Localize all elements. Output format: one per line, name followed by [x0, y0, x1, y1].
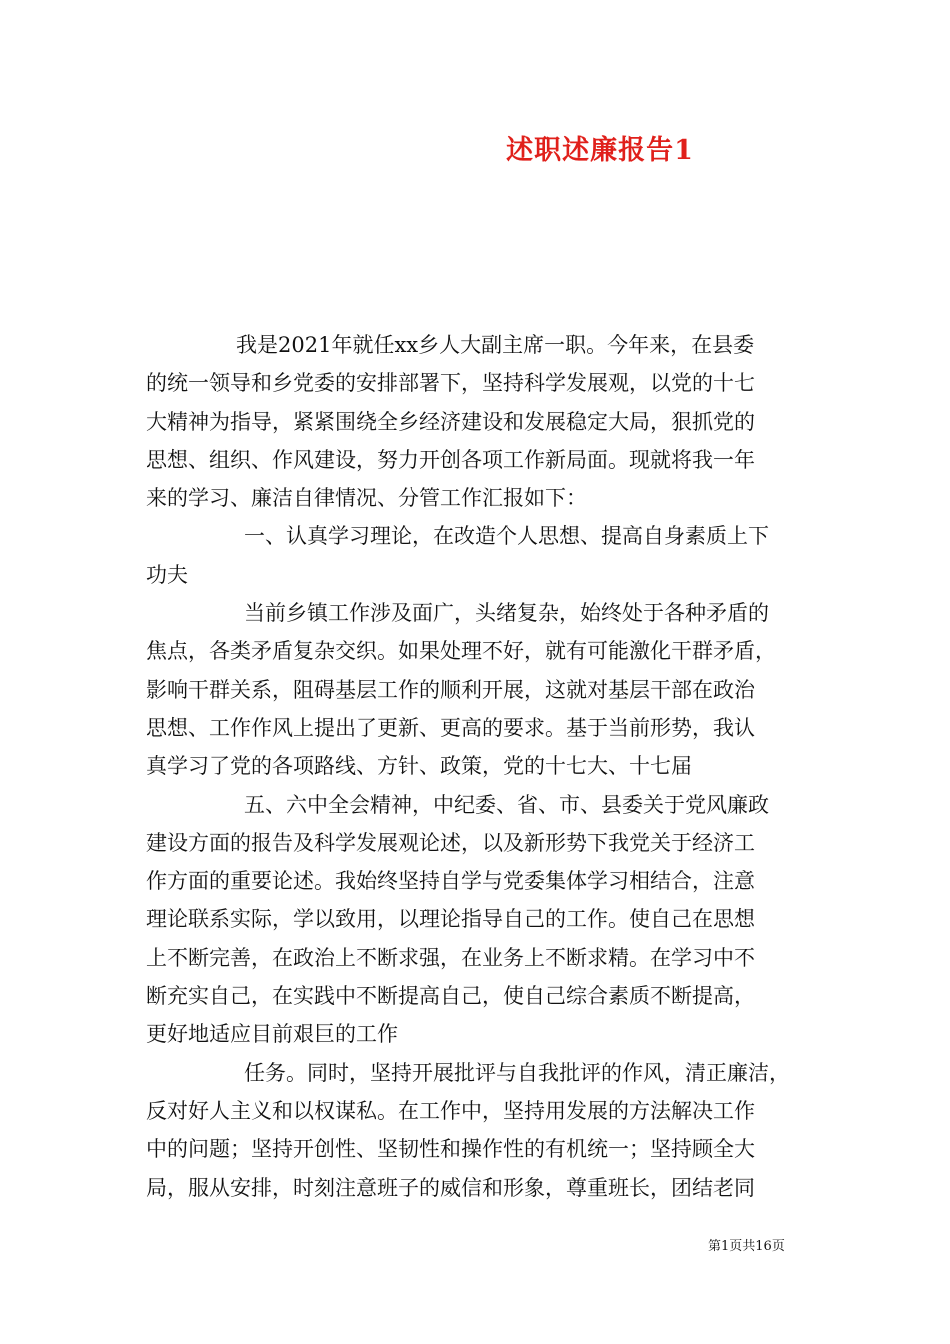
paragraph-line: 任务。同时，坚持开展批评与自我批评的作风，清正廉洁，: [244, 1060, 790, 1085]
paragraph-line: 中的问题；坚持开创性、坚韧性和操作性的有机统一；坚持顾全大: [146, 1137, 755, 1162]
section-heading-line: 功夫: [146, 562, 188, 587]
paragraph-line: 影响干群关系，阻碍基层工作的顺利开展，这就对基层干部在政治: [146, 677, 755, 702]
document-body: [146, 326, 810, 1207]
paragraph-line: 真学习了党的各项路线、方针、政策，党的十七大、十七届: [146, 754, 692, 779]
paragraph-line: 思想、组织、作风建设，努力开创各项工作新局面。现就将我一年: [146, 447, 755, 472]
paragraph-line: 建设方面的报告及科学发展观论述，以及新形势下我党关于经济工: [146, 830, 755, 855]
paragraph-line: 更好地适应目前艰巨的工作: [146, 1022, 398, 1047]
paragraph-line: 焦点，各类矛盾复杂交织。如果处理不好，就有可能激化干群矛盾，: [146, 639, 776, 664]
paragraph-line: 当前乡镇工作涉及面广，头绪复杂，始终处于各种矛盾的: [244, 601, 769, 626]
paragraph-line: 思想、工作作风上提出了更新、更高的要求。基于当前形势，我认: [146, 715, 755, 740]
section-heading-line: 一、认真学习理论，在改造个人思想、提高自身素质上下: [244, 524, 769, 549]
paragraph-line: 断充实自己，在实践中不断提高自己，使自己综合素质不断提高，: [146, 984, 755, 1009]
paragraph-line: 局，服从安排，时刻注意班子的威信和形象，尊重班长，团结老同: [146, 1175, 755, 1200]
paragraph-line: 反对好人主义和以权谋私。在工作中，坚持用发展的方法解决工作: [146, 1098, 755, 1123]
paragraph-line: 五、六中全会精神，中纪委、省、市、县委关于党风廉政: [244, 792, 769, 817]
paragraph-line: 上不断完善，在政治上不断求强，在业务上不断求精。在学习中不: [146, 945, 755, 970]
paragraph-line: 作方面的重要论述。我始终坚持自学与党委集体学习相结合，注意: [146, 869, 755, 894]
paragraph-line: 来的学习、廉洁自律情况、分管工作汇报如下：: [146, 486, 587, 511]
paragraph-line: 的统一领导和乡党委的安排部署下，坚持科学发展观，以党的十七: [146, 371, 755, 396]
page-number-footer: 第1页共16页: [708, 1239, 785, 1254]
paragraph-line: 我是2021年就任xx乡人大副主席一职。今年来，在县委: [236, 333, 755, 357]
document-title: 述职述廉报告1: [506, 135, 694, 166]
paragraph-line: 大精神为指导，紧紧围绕全乡经济建设和发展稳定大局，狠抓党的: [146, 409, 755, 434]
paragraph-line: 理论联系实际，学以致用，以理论指导自己的工作。使自己在思想: [146, 907, 755, 932]
